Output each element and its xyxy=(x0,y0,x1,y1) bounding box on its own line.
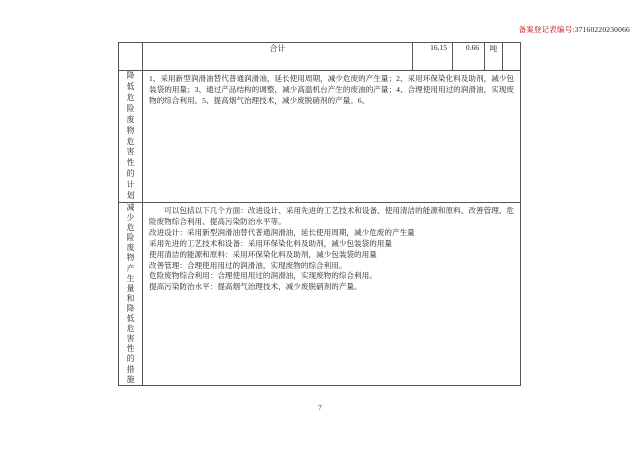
plan-row-side-label: 降低危险废物危害性的计划 xyxy=(126,71,135,201)
summary-value-generated: 16.15 xyxy=(413,43,453,71)
measures-row-content xyxy=(143,203,521,386)
measures-paragraph-management: 改善管理：合理使用用过的润滑油，实现废物的综合利用。 xyxy=(149,260,347,270)
page-number: 7 xyxy=(318,403,322,412)
registry-number-value: 37160220230066 xyxy=(574,25,630,34)
plan-row-content xyxy=(143,71,521,203)
summary-row-side-spacer xyxy=(119,43,143,71)
measures-row-side-cell xyxy=(119,203,143,386)
measures-paragraph-recycling: 危险废物综合利用：合理使用用过的润滑油，实现废物的综合利用。 xyxy=(149,271,377,281)
summary-row-empty-cell xyxy=(503,43,521,71)
measures-row xyxy=(119,203,521,386)
measures-paragraph-clean-energy: 使用清洁的能源和原料：采用环保染化料及助剂，减少包装袋的用量 xyxy=(149,249,377,259)
plan-row-side-cell xyxy=(119,71,143,203)
measures-row-side-label: 减少危险废物产生量和降低危害性的措施 xyxy=(126,203,135,384)
plan-row xyxy=(119,71,521,203)
summary-row xyxy=(119,43,521,71)
hazardous-waste-form-table xyxy=(118,42,521,386)
registry-number-label: 备案登记表编号: xyxy=(518,25,575,34)
summary-total-label: 合计 xyxy=(143,43,413,71)
measures-paragraph-technology: 采用先进的工艺技术和设备：采用环保染化料及助剂，减少包装袋的用量 xyxy=(149,238,392,248)
registry-number xyxy=(519,24,631,35)
measures-paragraph-pollution-control: 提高污染防治水平：提高烟气治理技术，减少废脱硝剂的产量。 xyxy=(149,282,362,292)
measures-paragraph-overview: 可以包括以下几个方面：改进设计、采用先进的工艺技术和设备、使用清洁的能源和原料、改善管理、危险废物综合利用、提高污染防治水平等。 xyxy=(149,206,514,226)
summary-value-secondary: 0.66 xyxy=(453,43,485,71)
measures-paragraph-design: 改进设计：采用新型润滑油替代普通润滑油，延长使用周期，减少危废的产生量 xyxy=(149,227,415,237)
plan-paragraph: 1、采用新型润滑油替代普通润滑油，延长使用周期，减少危废的产生量；2、采用环保染化料及助剂，减少包装袋的用量；3、通过产品结构的调整，减少高温机台产生的废油的产量；4、合理使用用过的润滑油，实现废物的综合利用。5、提高烟气治理技术，减少废脱硝剂的产量。6、 xyxy=(149,74,514,105)
summary-unit: 吨 xyxy=(485,43,503,71)
